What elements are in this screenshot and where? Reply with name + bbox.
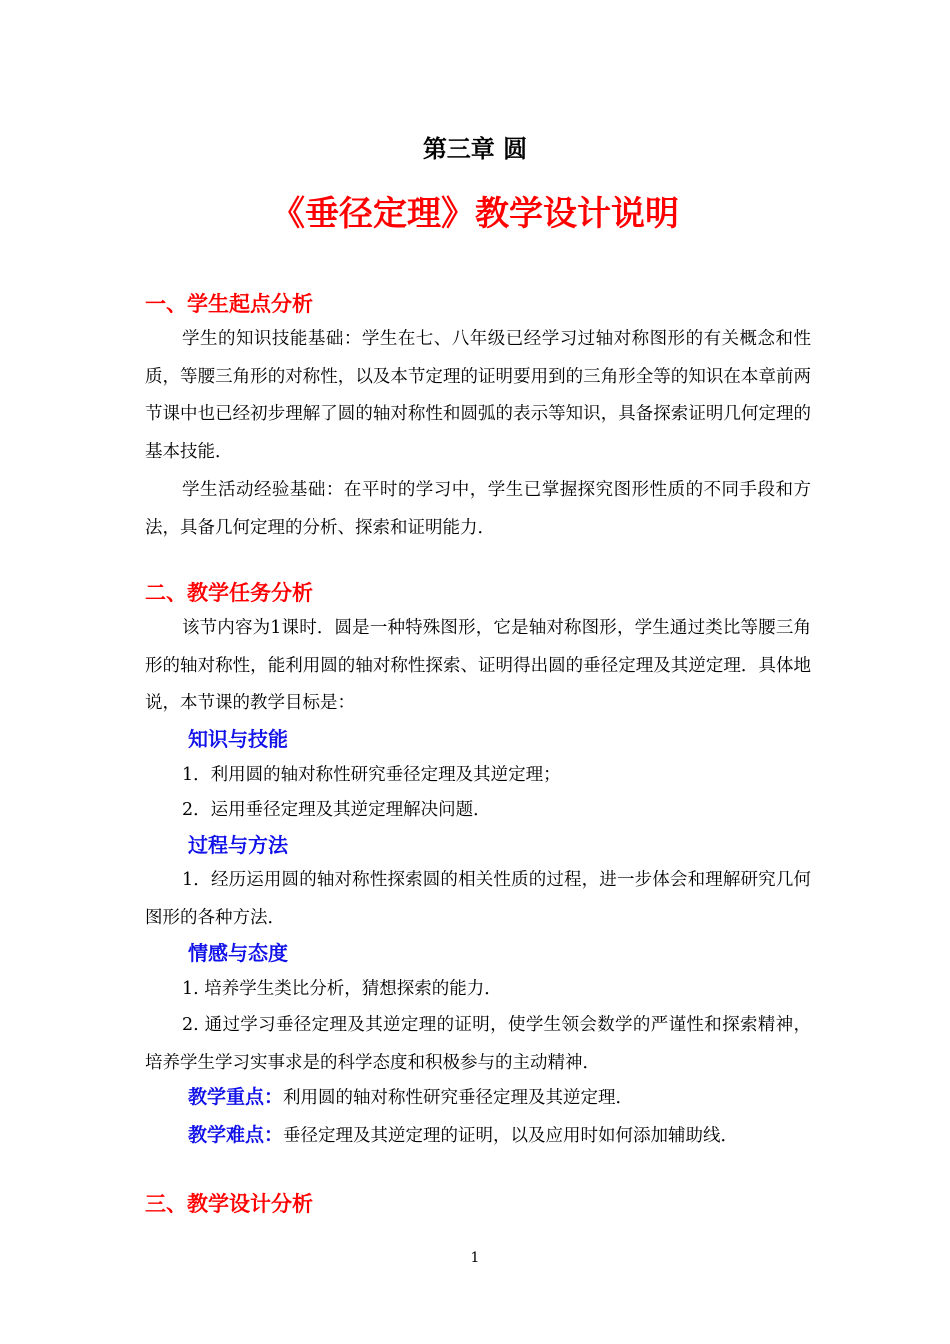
list-item: 2. 通过学习垂径定理及其逆定理的证明，使学生领会数学的严谨性和探索精神，培养学生学习实事求是的科学态度和积极参与的主动精神． [145,1015,811,1073]
paragraph-task-intro: 该节内容为1课时．圆是一种特殊图形，它是轴对称图形，学生通过类比等腰三角形的轴对称性，能利用圆的轴对称性探索、证明得出圆的垂径定理及其逆定理．具体地说，本节课的教学目标是： [145,618,811,714]
subheading-emotion-attitude: 情感与态度 [188,941,288,965]
section-heading-student-analysis: 一、学生起点分析 [145,292,313,316]
section-heading-task-analysis: 二、教学任务分析 [145,581,313,605]
subheading-process-methods: 过程与方法 [188,833,288,857]
teaching-key-point [188,1082,633,1113]
difficult-point-label: 教学难点： [188,1124,284,1146]
document-title: 《垂径定理》教学设计说明 [271,194,679,234]
paragraph-knowledge-basis: 学生的知识技能基础：学生在七、八年级已经学习过轴对称图形的有关概念和性质，等腰三角形的对称性，以及本节定理的证明要用到的三角形全等的知识在本章前两节课中也已经初步理解了圆的轴对称性和圆弧的表示等知识，具备探索证明几何定理的基本技能． [145,329,811,463]
key-point-text: 利用圆的轴对称性研究垂径定理及其逆定理． [283,1088,634,1108]
difficult-point-text: 垂径定理及其逆定理的证明，以及应用时如何添加辅助线． [283,1126,739,1146]
section-heading-design-analysis: 三、教学设计分析 [145,1192,313,1216]
subheading-knowledge-skills: 知识与技能 [188,727,288,751]
chapter-title: 第三章 圆 [422,135,528,163]
paragraph-activity-basis: 学生活动经验基础：在平时的学习中，学生已掌握探究图形性质的不同手段和方法，具备几何定理的分析、探索和证明能力． [145,480,811,538]
teaching-difficult-point [188,1120,738,1151]
page-number: 1 [470,1250,480,1266]
list-item: 1．经历运用圆的轴对称性探索圆的相关性质的过程，进一步体会和理解研究几何图形的各种方法． [145,870,811,928]
key-point-label: 教学重点： [188,1086,284,1108]
list-item: 1．利用圆的轴对称性研究垂径定理及其逆定理； [182,765,561,785]
list-item: 1. 培养学生类比分析，猜想探索的能力． [182,979,502,999]
list-item: 2．运用垂径定理及其逆定理解决问题． [182,800,491,820]
